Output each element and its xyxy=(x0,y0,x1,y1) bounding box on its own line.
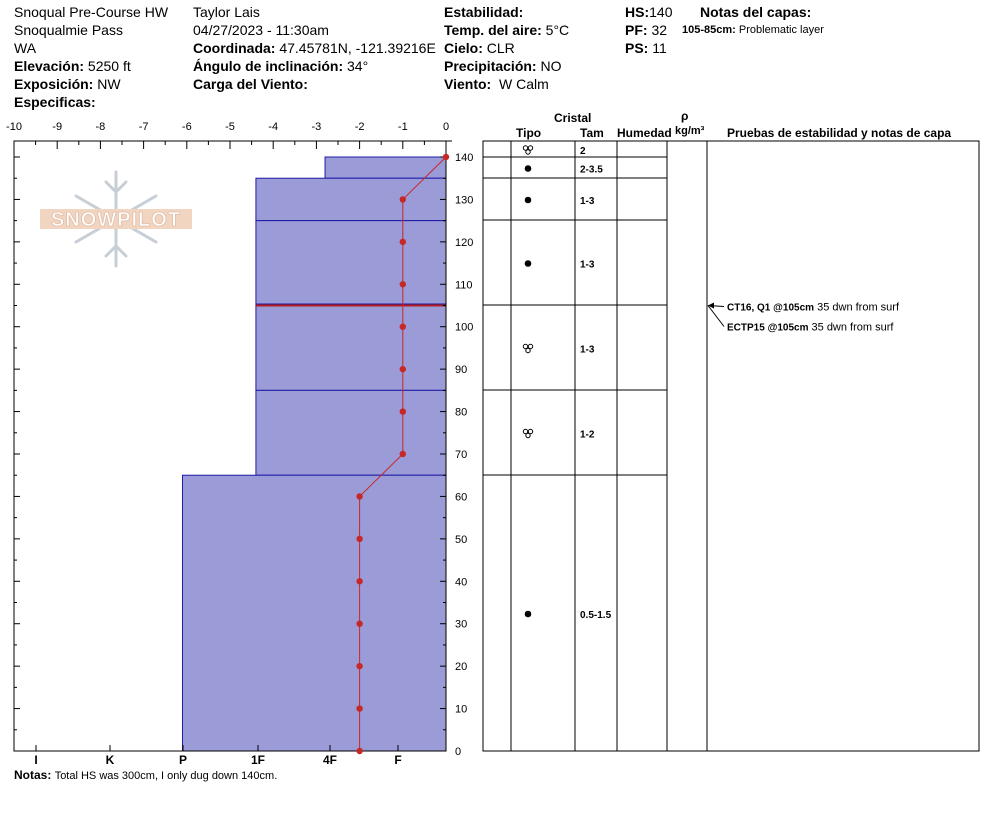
test-desc: 35 dwn from surf xyxy=(814,301,900,314)
stability-label: Estabilidad: xyxy=(444,4,524,20)
crystal-size: 1-3 xyxy=(580,196,595,207)
hardness-label: 1F xyxy=(250,753,266,767)
hardness-layer xyxy=(256,306,446,391)
temp-tick-label: -8 xyxy=(95,121,106,133)
test-code: ECTP15 @105cm xyxy=(727,322,809,334)
crystal-size: 2-3.5 xyxy=(580,164,603,176)
height-tick-label: 50 xyxy=(455,533,468,546)
hardness-label: F xyxy=(394,753,402,767)
coord-label: Coordinada: xyxy=(193,40,276,56)
temp-point xyxy=(356,536,362,542)
temp-point xyxy=(356,621,362,627)
precip-value: NO xyxy=(540,58,562,74)
rho-header: ρ xyxy=(681,109,689,123)
wind-value: W Calm xyxy=(498,76,549,92)
height-tick-label: 140 xyxy=(455,152,474,164)
height-tick-label: 60 xyxy=(455,491,468,504)
temp-point xyxy=(356,493,362,499)
crystal-table xyxy=(483,141,979,751)
faceted-cluster-icon xyxy=(523,429,532,437)
cluster-grain xyxy=(526,433,530,437)
notes-label: Notas: xyxy=(14,768,52,782)
ps-value: 11 xyxy=(652,40,667,56)
height-tick-label: 40 xyxy=(455,576,468,589)
coord-value: 47.45781N, -121.39216E xyxy=(279,40,436,56)
temp-point xyxy=(356,705,362,711)
height-tick-label: 80 xyxy=(455,406,468,419)
temp-point xyxy=(356,578,362,584)
temp-tick-label: -10 xyxy=(6,121,22,133)
height-tick-label: 90 xyxy=(455,364,468,377)
crystal-size: 2 xyxy=(580,146,586,157)
height-tick-label: 120 xyxy=(455,236,474,249)
air-temp-label: Temp. del aire: xyxy=(444,22,542,38)
height-tick-label: 0 xyxy=(455,746,462,758)
temp-tick-label: -7 xyxy=(138,121,149,133)
temp-point xyxy=(400,408,406,414)
temp-tick-label: -3 xyxy=(311,121,322,133)
height-tick-label: 30 xyxy=(455,618,468,631)
site-name: Snoqual Pre-Course HW xyxy=(14,4,169,20)
cluster-grain xyxy=(526,348,530,352)
hardness-layer xyxy=(256,221,446,306)
temp-point xyxy=(356,663,362,669)
crystal-size: 1-3 xyxy=(580,344,595,356)
layer-note-range: 105-85cm: xyxy=(682,24,736,36)
elevation-label: Elevación: xyxy=(14,58,85,74)
table-frame xyxy=(483,141,979,751)
notes-text: Total HS was 300cm, I only dug down 140cm. xyxy=(54,770,278,782)
rounded-grain-icon xyxy=(525,197,532,204)
rounded-grain-icon xyxy=(525,611,532,618)
temp-point xyxy=(400,196,406,202)
temp-point xyxy=(400,281,406,287)
precip-label: Precipitación: xyxy=(444,58,537,74)
height-tick-label: 70 xyxy=(455,449,468,461)
size-header: Tam xyxy=(580,126,604,140)
crystal-size: 0.5-1.5 xyxy=(580,610,612,621)
test-code: CT16, Q1 @105cm xyxy=(727,302,815,314)
temp-tick-label: 0 xyxy=(442,121,450,133)
height-tick-label: 110 xyxy=(455,279,473,292)
temp-point xyxy=(400,324,406,330)
rounded-grain-icon xyxy=(525,260,532,267)
temp-tick-label: -4 xyxy=(268,121,279,133)
test-entry xyxy=(727,302,900,314)
observer: Taylor Lais xyxy=(193,4,260,20)
wind-label: Viento: xyxy=(444,76,492,92)
hardness-layers xyxy=(182,157,446,751)
specifics-label: Especificas: xyxy=(14,94,96,110)
hardness-label: K xyxy=(105,753,115,767)
aspect-label: Exposición: xyxy=(14,76,94,92)
hardness-layer xyxy=(256,390,446,475)
slope-label: Ángulo de inclinación: xyxy=(193,58,344,74)
temperature-axis xyxy=(6,121,449,149)
air-temp-value: 5°C xyxy=(545,22,570,38)
density-unit-header: kg/m³ xyxy=(675,125,705,137)
test-pointer xyxy=(708,306,724,327)
height-tick-label: 10 xyxy=(455,703,468,716)
temp-point xyxy=(400,239,406,245)
rounded-grain-icon xyxy=(525,165,532,172)
temp-tick-label: -6 xyxy=(181,121,192,133)
elevation-value: 5250 ft xyxy=(87,58,131,74)
slope-value: 34° xyxy=(347,58,369,74)
crystal-header: Cristal xyxy=(554,111,592,125)
tests-header: Pruebas de estabilidad y notas de capa xyxy=(727,126,952,140)
location: Snoqualmie Pass xyxy=(14,22,123,38)
stability-tests xyxy=(708,302,900,334)
cluster-grain xyxy=(526,150,530,154)
snowpilot-logo xyxy=(40,172,192,266)
pf-label: PF: xyxy=(625,22,648,38)
sky-label: Cielo: xyxy=(444,40,483,56)
temp-tick-label: -9 xyxy=(52,121,63,133)
moisture-header: Humedad xyxy=(617,126,672,140)
test-arrow-icon xyxy=(708,303,714,309)
temp-point xyxy=(400,366,406,372)
notes-row xyxy=(14,767,277,784)
type-header: Tipo xyxy=(516,126,542,140)
test-desc: 35 dwn from surf xyxy=(808,321,894,334)
hardness-label: I xyxy=(34,753,38,767)
hardness-layer xyxy=(182,475,446,751)
height-tick-label: 100 xyxy=(455,321,474,334)
temp-point xyxy=(443,154,449,160)
test-entry xyxy=(727,322,894,334)
height-tick-label: 20 xyxy=(455,661,468,674)
crystal-size: 1-3 xyxy=(580,259,595,271)
hardness-label: 4F xyxy=(322,753,338,767)
layer-note-text: Problematic layer xyxy=(738,24,824,36)
state: WA xyxy=(14,40,37,56)
temp-tick-label: -5 xyxy=(225,121,235,133)
datetime: 04/27/2023 - 11:30am xyxy=(193,22,329,38)
faceted-cluster-icon xyxy=(523,344,532,352)
hardness-label: P xyxy=(178,753,188,767)
height-tick-label: 130 xyxy=(455,194,474,207)
temp-tick-label: -2 xyxy=(354,121,365,133)
pf-value: 32 xyxy=(651,22,668,38)
hs-label: HS: xyxy=(625,4,650,20)
layer-notes-label: Notas del capas: xyxy=(700,4,812,20)
logo-text: SNOWPILOT xyxy=(50,209,182,231)
crystal-size: 1-2 xyxy=(580,429,595,441)
wind-load-label: Carga del Viento: xyxy=(193,76,308,92)
sky-value: CLR xyxy=(486,40,515,56)
hs-value: 140 xyxy=(649,4,673,20)
temp-tick-label: -1 xyxy=(397,121,408,133)
ps-label: PS: xyxy=(625,40,649,56)
aspect-value: NW xyxy=(97,76,121,92)
temp-point xyxy=(356,748,362,754)
faceted-cluster-icon xyxy=(523,146,532,154)
temp-point xyxy=(400,451,406,457)
